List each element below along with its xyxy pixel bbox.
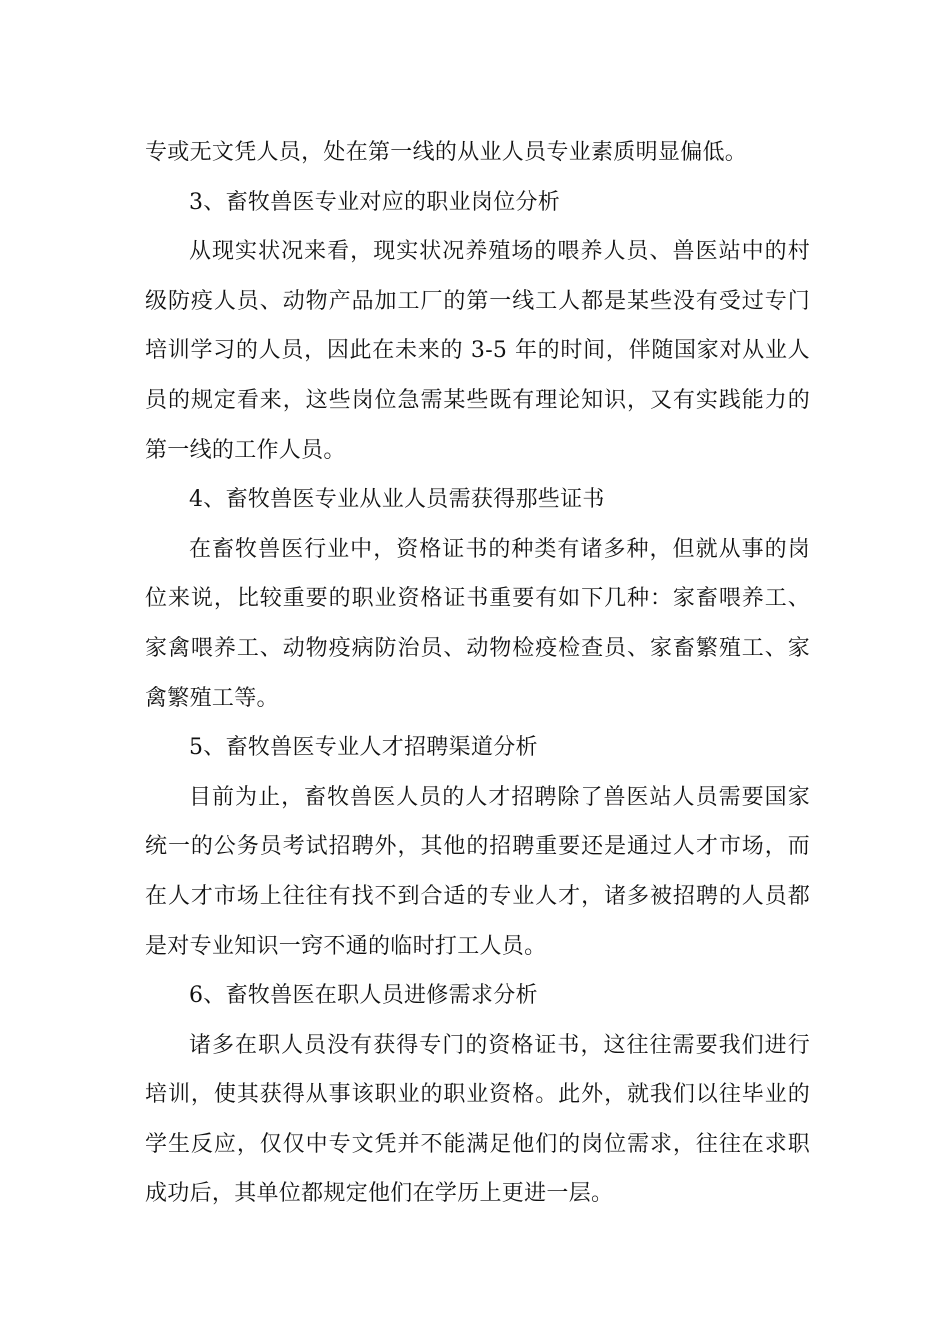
paragraph-continuation: 专或无文凭人员，处在第一线的从业人员专业素质明显偏低。 [145, 140, 748, 165]
paragraph-certificates: 在畜牧兽医行业中，资格证书的种类有诸多种，但就从事的岗位来说，比较重要的职业资格证书重要有如下几种：家畜喂养工、家禽喂养工、动物疫病防治员、动物检疫检查员、家畜繁殖工、家禽繁殖工等。 [145, 536, 810, 711]
section-heading-3: 3、畜牧兽医专业对应的职业岗位分析 [189, 189, 561, 215]
section-heading-6: 6、畜牧兽医在职人员进修需求分析 [189, 983, 538, 1009]
document-body [145, 128, 810, 1219]
paragraph-training-needs: 诸多在职人员没有获得专门的资格证书，这往往需要我们进行培训，使其获得从事该职业的职业资格。此外，就我们以往毕业的学生反应，仅仅中专文凭并不能满足他们的岗位需求，往往在求职成功后，其单位都规定他们在学历上更进一层。 [145, 1032, 810, 1207]
section-heading-4: 4、畜牧兽医专业从业人员需获得那些证书 [189, 487, 605, 513]
section-heading-5: 5、畜牧兽医专业人才招聘渠道分析 [189, 735, 538, 761]
paragraph-recruitment: 目前为止，畜牧兽医人员的人才招聘除了兽医站人员需要国家统一的公务员考试招聘外，其他的招聘重要还是通过人才市场，而在人才市场上往往有找不到合适的专业人才，诸多被招聘的人员都是对专业知识一窍不通的临时打工人员。 [145, 784, 810, 959]
paragraph-job-positions: 从现实状况来看，现实状况养殖场的喂养人员、兽医站中的村级防疫人员、动物产品加工厂的第一线工人都是某些没有受过专门培训学习的人员，因此在未来的 3-5 年的时间，伴随国家对从业人员的规定看来，这些岗位急需某些既有理论知识，又有实践能力的第一线的工作人员。 [145, 239, 810, 463]
